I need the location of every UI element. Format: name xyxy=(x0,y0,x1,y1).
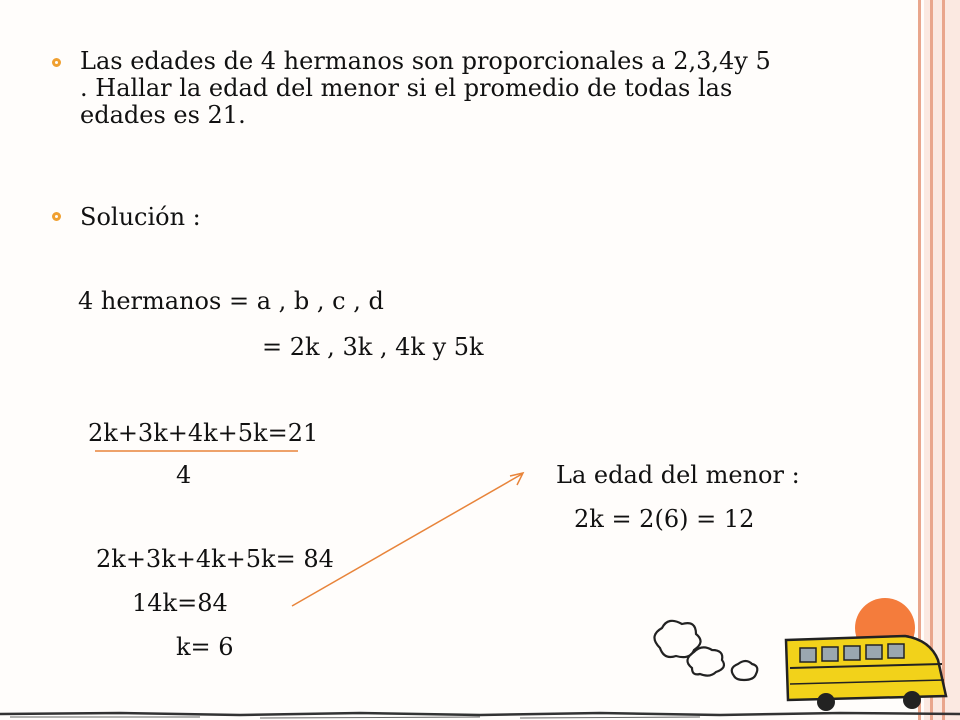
fraction-numerator: 2k+3k+4k+5k=21 xyxy=(88,419,319,447)
problem-line: Las edades de 4 hermanos son proporcionales a 2,3,4y 5 xyxy=(80,47,771,75)
work-line-4: 14k=84 xyxy=(132,589,228,617)
smoke-cloud-icon xyxy=(654,621,757,680)
ground-line xyxy=(0,708,960,720)
work-line-2: = 2k , 3k , 4k y 5k xyxy=(262,333,484,361)
problem-line: edades es 21. xyxy=(80,101,246,129)
problem-line: . Hallar la edad del menor si el promedio de todas las xyxy=(80,74,733,102)
answer-label: La edad del menor : xyxy=(556,461,800,489)
school-bus-icon xyxy=(786,636,946,711)
fraction-denominator: 4 xyxy=(176,461,192,489)
work-line-5: k= 6 xyxy=(176,633,234,661)
answer-value: 2k = 2(6) = 12 xyxy=(574,505,755,533)
work-line-1: 4 hermanos = a , b , c , d xyxy=(78,287,384,315)
work-line-3: 2k+3k+4k+5k= 84 xyxy=(96,545,334,573)
solution-label: Solución : xyxy=(80,203,201,231)
